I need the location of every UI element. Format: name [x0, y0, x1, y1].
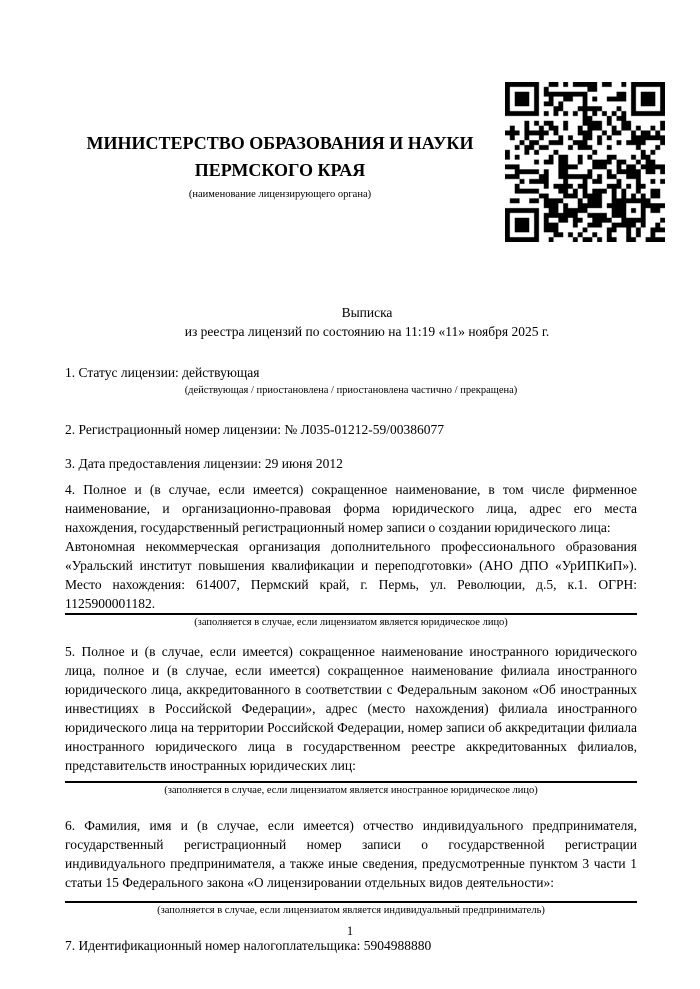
field-caption: (заполняется в случае, если лицензиатом является юридическое лицо) — [194, 617, 508, 628]
numbered-item-5 — [65, 642, 637, 798]
numbered-item-2 — [65, 420, 637, 439]
qr-code-icon — [505, 82, 665, 242]
document-title — [0, 303, 700, 341]
item-text: 5. Полное и (в случае, если имеется) сокращенное наименование иностранного юридического лица, полное и (в случае, если имеется) сокращенное наименование филиала иностранного юридического лица, аккредитованного в соответствии с Федеральным законом «Об иностранных инвестициях в Российской Федерации», адрес (место нахождения) филиала иностранного юридического лица на территории Российской Федерации, номер записи об аккредитации филиала иностранного юридического лица в государственном реестре аккредитованных филиалов, представительств иностранных юридических лиц: — [65, 644, 637, 773]
document-title-line2: из реестра лицензий по состоянию на 11:19 «11» ноября 2025 г. — [184, 324, 550, 339]
items-list — [65, 363, 637, 955]
item-text: 7. Идентификационный номер налогоплательщика: 5904988880 — [65, 938, 432, 953]
numbered-item-1 — [65, 363, 637, 398]
field-caption: (заполняется в случае, если лицензиатом является иностранное юридическое лицо) — [164, 785, 538, 796]
item-text: 3. Дата предоставления лицензии: 29 июня 2012 — [65, 456, 343, 471]
numbered-item-6 — [65, 816, 637, 918]
field-caption: (действующая / приостановлена / приостановлена частично / прекращена) — [184, 385, 518, 396]
ministry-name-line2: ПЕРМСКОГО КРАЯ — [194, 160, 366, 180]
licensing-authority-header — [60, 130, 500, 201]
item-text: 4. Полное и (в случае, если имеется) сокращенное наименование, в том числе фирменное наименование, и организационно-правовая форма юридического лица, адрес его места нахождения, государственный регистрационный номер записи о создании юридического лица: — [65, 482, 637, 535]
numbered-item-3 — [65, 454, 637, 473]
item-value: Автономная некоммерческая организация дополнительного профессионального образования «Уральский институт повышения квалификации и переподготовки» (АНО ДПО «УрИПКиП»). Место нахождения: 614007, Пермский край, г. Пермь, ул. Революции, д.5, к.1. ОГРН: 1125900001182. — [65, 539, 637, 611]
item-text: 6. Фамилия, имя и (в случае, если имеется) отчество индивидуального предпринимателя, государственный регистрационный номер записи о государственной регистрации индивидуального предпринимателя, а также иные сведения, предусмотренные пунктом 3 части 1 статьи 15 Федерального закона «О лицензировании отдельных видов деятельности»: — [65, 818, 637, 890]
field-rule — [65, 613, 637, 615]
ministry-name-caption: (наименование лицензирующего органа) — [188, 189, 372, 200]
page-number: 1 — [346, 924, 354, 938]
item-text: 1. Статус лицензии: действующая — [65, 365, 260, 380]
numbered-item-4 — [65, 480, 637, 630]
field-caption: (заполняется в случае, если лицензиатом является индивидуальный предприниматель) — [157, 905, 545, 916]
document-title-line1: Выписка — [341, 305, 393, 320]
item-text: 2. Регистрационный номер лицензии: № Л035-01212-59/00386077 — [65, 422, 445, 437]
ministry-name-line1: МИНИСТЕРСТВО ОБРАЗОВАНИЯ И НАУКИ — [86, 133, 474, 153]
field-rule — [65, 781, 637, 783]
field-rule — [65, 901, 637, 903]
